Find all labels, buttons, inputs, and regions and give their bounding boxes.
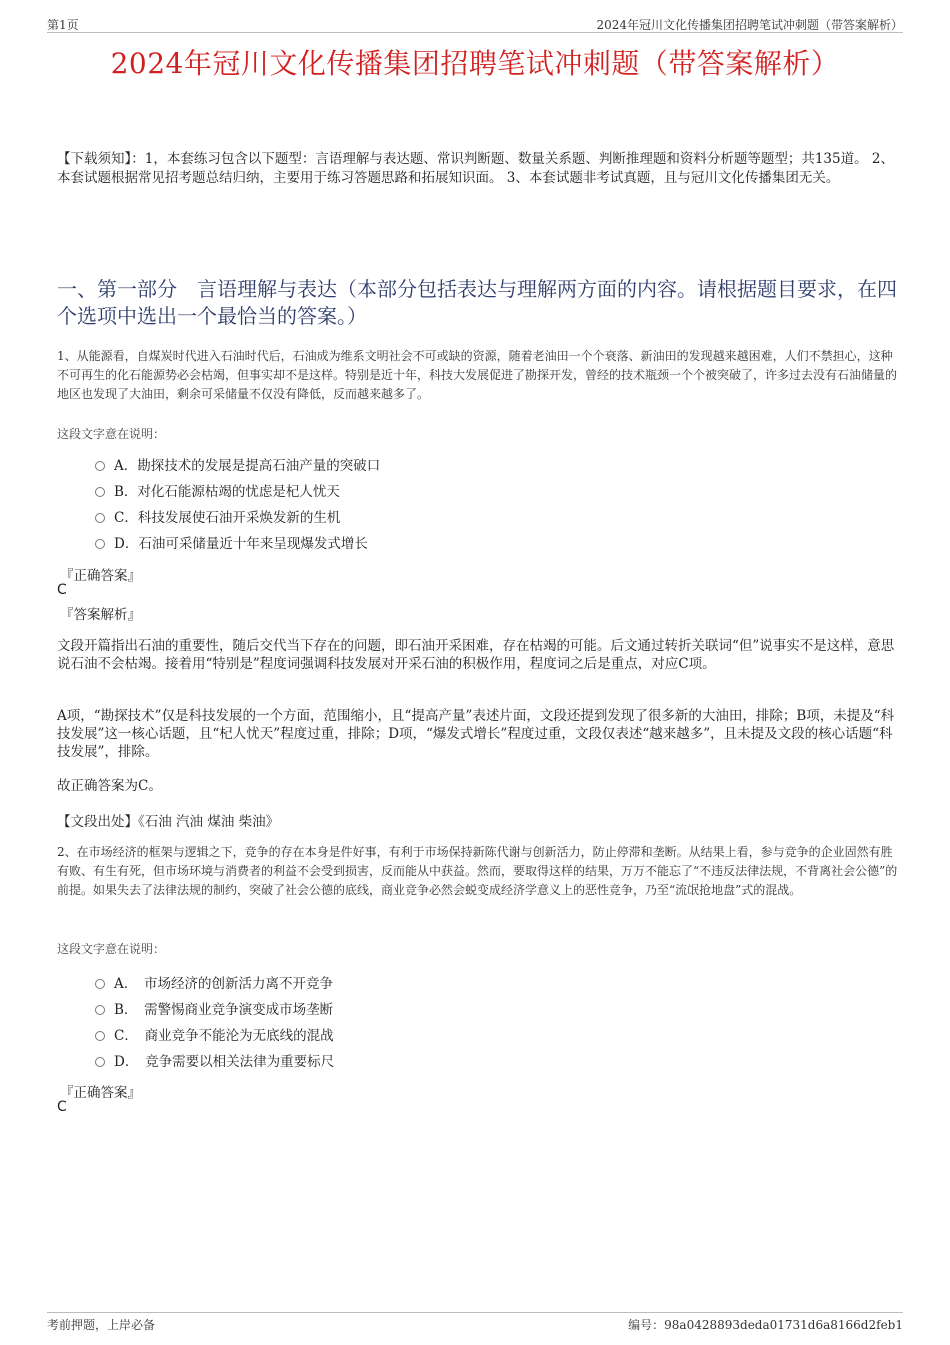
footer-doc-id: 编号：98a0428893deda01731d6a8166d2feb1 — [628, 1318, 903, 1332]
footer-slogan: 考前押题，上岸必备 — [47, 1318, 156, 1332]
answer-value: C — [57, 1099, 67, 1115]
question-1-options — [95, 456, 380, 560]
analysis-label: 『答案解析』 — [60, 607, 141, 623]
question-2-text: 2、在市场经济的框架与逻辑之下，竞争的存在本身是件好事，有利于市场保持新陈代谢与创新活力，防止停滞和垄断。从结果上看，参与竞争的企业固然有胜有败、有生有死，但市场环境与消费者的利益不会受到损害，反而能从中获益。然而，要取得这样的结果，万万不能忘了“不违反法律法规，不背离社会公德”的前提。如果失去了法律法规的制约，突破了社会公德的底线，商业竞争必然会蜕变成经济学意义上的恶性竞争，乃至“流氓抢地盘”式的混战。 — [57, 845, 898, 897]
option-label: B． 需警惕商业竞争演变成市场垄断 — [114, 1002, 334, 1018]
option-label: B．对化石能源枯竭的忧虑是杞人忧天 — [114, 484, 340, 500]
question-1-text: 1、从能源看，自煤炭时代进入石油时代后，石油成为维系文明社会不可或缺的资源，随着老油田一个个衰落、新油田的发现越来越困难，人们不禁担心，这种不可再生的化石能源势必会枯竭，但事实却不是这样。特别是近十年，科技大发展促进了勘探开发，曾经的技术瓶颈一个个被突破了，许多过去没有石油储量的地区也发现了大油田，剩余可采储量不仅没有降低，反而越来越多了。 — [57, 349, 898, 401]
option-d[interactable] — [95, 534, 380, 560]
page-footer — [47, 1312, 903, 1333]
answer-label: 『正确答案』 — [60, 568, 141, 584]
radio-icon[interactable] — [95, 1005, 105, 1015]
option-a[interactable] — [95, 456, 380, 482]
radio-icon[interactable] — [95, 1031, 105, 1041]
option-label: C． 商业竞争不能沦为无底线的混战 — [114, 1028, 334, 1044]
option-label: C．科技发展使石油开采焕发新的生机 — [114, 510, 341, 526]
answer-value: C — [57, 582, 67, 598]
option-a[interactable] — [95, 974, 334, 1000]
analysis-paragraph-3: 故正确答案为C。 — [57, 778, 162, 794]
radio-icon[interactable] — [95, 539, 105, 549]
option-c[interactable] — [95, 1026, 334, 1052]
download-notice: 【下载须知】：1，本套练习包含以下题型：言语理解与表达题、常识判断题、数量关系题、判断推理题和资料分析题等题型；共135道。 2、本套试题根据常见招考题总结归纳，主要用于练习答题思路和拓展知识面。 3、本套试题非考试真题，且与冠川文化传播集团无关。 — [57, 151, 894, 186]
option-label: D．石油可采储量近十年来呈现爆发式增长 — [114, 536, 368, 552]
radio-icon[interactable] — [95, 461, 105, 471]
section-title: 一、第一部分 言语理解与表达（本部分包括表达与理解两方面的内容。请根据题目要求，在四个选项中选出一个最恰当的答案。） — [57, 277, 897, 328]
document-title: 2024年冠川文化传播集团招聘笔试冲刺题（带答案解析） — [110, 47, 840, 80]
header-doc-title: 2024年冠川文化传播集团招聘笔试冲刺题（带答案解析） — [596, 18, 903, 32]
answer-label: 『正确答案』 — [60, 1085, 141, 1101]
option-label: D． 竞争需要以相关法律为重要标尺 — [114, 1054, 335, 1070]
option-b[interactable] — [95, 1000, 334, 1026]
option-b[interactable] — [95, 482, 380, 508]
analysis-paragraph-1: 文段开篇指出石油的重要性，随后交代当下存在的问题，即石油开采困难，存在枯竭的可能。后文通过转折关联词“但”说事实不是这样，意思说石油不会枯竭。接着用“特别是”程度词强调科技发展对开采石油的积极作用，程度词之后是重点，对应C项。 — [57, 638, 895, 672]
radio-icon[interactable] — [95, 979, 105, 989]
analysis-paragraph-2: A项，“勘探技术”仅是科技发展的一个方面，范围缩小，且“提高产量”表述片面，文段还提到发现了很多新的大油田，排除；B项，未提及“科技发展”这一核心话题，且“杞人忧天”程度过重，排除；D项，“爆发式增长”程度过重，文段仅表述“越来越多”，且未提及文段的核心话题“科技发展”，排除。 — [57, 708, 895, 760]
source-note: 【文段出处】《石油 汽油 煤油 柴油》 — [57, 814, 280, 830]
page-header — [47, 14, 903, 33]
question-2-prompt: 这段文字意在说明： — [57, 942, 166, 956]
option-label: A． 市场经济的创新活力离不开竞争 — [114, 976, 333, 992]
question-2-options — [95, 974, 334, 1078]
option-d[interactable] — [95, 1052, 334, 1078]
question-1-prompt: 这段文字意在说明： — [57, 427, 166, 441]
radio-icon[interactable] — [95, 487, 105, 497]
radio-icon[interactable] — [95, 513, 105, 523]
radio-icon[interactable] — [95, 1057, 105, 1067]
option-c[interactable] — [95, 508, 380, 534]
option-label: A．勘探技术的发展是提高石油产量的突破口 — [114, 458, 381, 474]
page-number: 第1页 — [47, 18, 79, 32]
